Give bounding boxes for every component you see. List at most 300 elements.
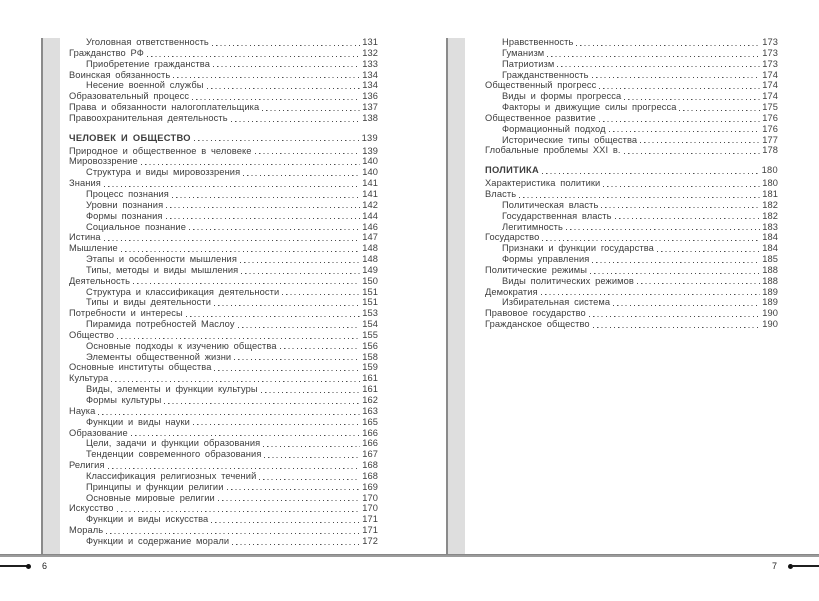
toc-entry-page: 159 bbox=[362, 362, 378, 373]
toc-entry bbox=[485, 59, 778, 70]
toc-entry bbox=[69, 482, 378, 493]
toc-entry bbox=[485, 113, 778, 124]
toc-entry-page: 134 bbox=[362, 80, 378, 91]
dot-leader bbox=[193, 417, 360, 428]
footer-line bbox=[0, 565, 27, 567]
dot-leader bbox=[106, 525, 360, 536]
dot-leader bbox=[121, 243, 360, 254]
toc-entry-label: Характеристика политики bbox=[485, 178, 601, 189]
toc-entry-label: Мировоззрение bbox=[69, 156, 138, 167]
toc-entry bbox=[69, 395, 378, 406]
dot-leader bbox=[547, 48, 760, 59]
toc-entry-label: Основные институты общества bbox=[69, 362, 212, 373]
toc-entry-label: Формы культуры bbox=[86, 395, 162, 405]
dot-leader bbox=[189, 222, 360, 233]
toc-entry-label: Элементы общественной жизни bbox=[86, 351, 232, 362]
left-page-number: 6 bbox=[42, 561, 48, 571]
dot-leader bbox=[613, 297, 760, 308]
dot-leader bbox=[624, 91, 760, 102]
dot-leader bbox=[218, 493, 360, 504]
toc-entry-page: 189 bbox=[762, 297, 778, 308]
toc-entry bbox=[69, 48, 378, 59]
toc-entry-label: Природное и общественное в человеке bbox=[69, 145, 252, 156]
toc-entry-label: Демократия bbox=[485, 286, 538, 297]
dot-leader bbox=[566, 222, 760, 233]
toc-entry bbox=[69, 330, 378, 341]
dot-leader bbox=[261, 384, 360, 395]
toc-entry-page: 182 bbox=[762, 199, 778, 210]
toc-entry bbox=[485, 222, 778, 233]
dot-leader bbox=[615, 211, 761, 222]
toc-entry-page: 173 bbox=[762, 47, 778, 58]
toc-entry-page: 139 bbox=[362, 145, 378, 156]
toc-entry-label: Виды политических режимов bbox=[502, 275, 634, 286]
dot-leader bbox=[576, 37, 760, 48]
toc-entry-page: 148 bbox=[362, 243, 378, 254]
toc-entry-page: 184 bbox=[762, 243, 778, 254]
toc-entry-page: 171 bbox=[362, 525, 378, 536]
toc-entry bbox=[69, 211, 378, 222]
dot-leader bbox=[238, 319, 361, 330]
toc-entry-label: Патриотизм bbox=[502, 58, 555, 69]
toc-entry-label: Цели, задачи и функции образования bbox=[86, 438, 261, 449]
toc-entry-page: 188 bbox=[762, 264, 778, 275]
toc-entry-page: 190 bbox=[762, 319, 778, 330]
right-page-footer-marker bbox=[772, 561, 819, 571]
toc-entry-page: 182 bbox=[762, 210, 778, 221]
dot-leader bbox=[117, 330, 360, 341]
toc-entry-label: Виды, элементы и функции культуры bbox=[86, 384, 258, 395]
toc-entry-page: 142 bbox=[362, 199, 378, 210]
toc-entry-page: 166 bbox=[362, 438, 378, 449]
toc-entry-page: 184 bbox=[762, 232, 778, 243]
toc-entry bbox=[485, 80, 778, 91]
toc-entry-label: Общественное развитие bbox=[485, 112, 596, 123]
toc-entry-label: Исторические типы общества bbox=[502, 134, 638, 145]
dot-leader bbox=[232, 536, 360, 547]
dot-leader bbox=[599, 80, 760, 91]
toc-entry-label: Гражданское общество bbox=[485, 319, 590, 330]
toc-entry-label: Политическая власть bbox=[502, 199, 599, 210]
toc-entry-label: Основные мировые религии bbox=[86, 492, 215, 503]
toc-entry-page: 161 bbox=[362, 373, 378, 384]
toc-entry-page: 190 bbox=[762, 308, 778, 319]
toc-entry bbox=[69, 417, 378, 428]
toc-entry-page: 174 bbox=[762, 91, 778, 102]
toc-entry bbox=[69, 232, 378, 243]
toc-entry-page: 139 bbox=[361, 132, 378, 143]
toc-entry-page: 137 bbox=[362, 102, 378, 113]
toc-entry bbox=[485, 297, 778, 308]
toc-entry bbox=[485, 178, 778, 189]
toc-entry bbox=[69, 254, 378, 265]
toc-entry-page: 172 bbox=[362, 535, 378, 546]
toc-entry bbox=[69, 319, 378, 330]
toc-entry bbox=[69, 525, 378, 536]
toc-entry-label: Процесс познания bbox=[86, 188, 169, 199]
toc-entry-label: Избирательная система bbox=[502, 297, 611, 308]
dot-leader bbox=[624, 145, 761, 156]
dot-leader bbox=[592, 70, 761, 81]
toc-entry-page: 154 bbox=[362, 319, 378, 330]
dot-leader bbox=[98, 406, 360, 417]
toc-entry-page: 181 bbox=[762, 188, 778, 199]
dot-leader bbox=[637, 276, 760, 287]
toc-entry bbox=[485, 145, 778, 156]
toc-entry bbox=[485, 37, 778, 48]
toc-entry-page: 173 bbox=[762, 37, 778, 47]
right-page-margin-strip bbox=[446, 38, 465, 555]
toc-entry-label: Функции и виды искусства bbox=[86, 514, 209, 525]
toc-entry-page: 173 bbox=[762, 58, 778, 69]
toc-entry-label: Формы познания bbox=[86, 210, 163, 221]
toc-entry-label: Факторы и движущие силы прогресса bbox=[502, 102, 677, 113]
dot-leader bbox=[104, 178, 360, 189]
toc-entry-label: Виды и формы прогресса bbox=[502, 91, 622, 102]
toc-entry-label: Мышление bbox=[69, 243, 118, 254]
dot-leader bbox=[601, 200, 760, 211]
toc-entry-label: Деятельность bbox=[69, 275, 131, 286]
toc-entry-page: 180 bbox=[762, 178, 778, 189]
toc-entry bbox=[69, 362, 378, 373]
toc-entry bbox=[69, 449, 378, 460]
toc-entry-page: 180 bbox=[761, 165, 778, 176]
dot-leader bbox=[241, 265, 360, 276]
toc-entry-page: 134 bbox=[362, 69, 378, 80]
toc-entry-page: 176 bbox=[762, 123, 778, 134]
dot-leader bbox=[590, 265, 760, 276]
toc-entry-label: Классификация религиозных течений bbox=[86, 470, 257, 481]
toc-entry bbox=[485, 124, 778, 135]
toc-entry-page: 153 bbox=[362, 308, 378, 319]
toc-entry-label: Наука bbox=[69, 405, 96, 416]
dot-leader bbox=[264, 449, 360, 460]
toc-left-column bbox=[69, 37, 378, 547]
toc-entry-label: Социальное познание bbox=[86, 221, 186, 232]
toc-entry-page: 155 bbox=[362, 329, 378, 340]
toc-entry bbox=[69, 80, 378, 91]
dot-leader bbox=[599, 113, 760, 124]
toc-entry bbox=[485, 102, 778, 113]
toc-entry-page: 138 bbox=[362, 112, 378, 123]
toc-entry bbox=[69, 373, 378, 384]
toc-entry-label: Права и обязанности налогоплательщика bbox=[69, 102, 260, 113]
toc-right-column bbox=[485, 37, 778, 330]
left-page-margin-strip bbox=[41, 38, 60, 555]
toc-entry-label: Глобальные проблемы XXI в. bbox=[485, 145, 621, 156]
dot-leader bbox=[194, 133, 360, 144]
dot-leader bbox=[519, 189, 760, 200]
toc-entry-page: 133 bbox=[362, 58, 378, 69]
toc-entry bbox=[69, 493, 378, 504]
toc-entry bbox=[485, 243, 778, 254]
toc-entry-page: 158 bbox=[362, 351, 378, 362]
dot-leader bbox=[108, 460, 361, 471]
toc-entry-page: 166 bbox=[362, 427, 378, 438]
dot-leader bbox=[207, 80, 361, 91]
toc-entry-page: 165 bbox=[362, 416, 378, 427]
toc-entry bbox=[69, 167, 378, 178]
toc-entry bbox=[485, 319, 778, 330]
dot-leader bbox=[657, 243, 760, 254]
toc-entry-label: Легитимность bbox=[502, 221, 563, 232]
toc-entry-label: Знания bbox=[69, 178, 101, 189]
toc-entry bbox=[69, 102, 378, 113]
toc-entry-page: 174 bbox=[762, 69, 778, 80]
toc-entry-label: Тенденции современного образования bbox=[86, 449, 262, 460]
toc-entry-label: Формационный подход bbox=[502, 123, 606, 134]
toc-entry-label: Типы и виды деятельности bbox=[86, 297, 212, 308]
toc-entry-page: 177 bbox=[762, 134, 778, 145]
dot-leader bbox=[147, 48, 360, 59]
toc-entry bbox=[69, 133, 378, 144]
toc-entry-label: Формы управления bbox=[502, 254, 590, 265]
toc-entry-label: Религия bbox=[69, 460, 105, 471]
dot-leader bbox=[111, 373, 360, 384]
dot-leader bbox=[679, 102, 760, 113]
dot-leader bbox=[541, 287, 760, 298]
toc-entry-label: Признаки и функции государства bbox=[502, 243, 654, 254]
toc-entry-page: 185 bbox=[762, 254, 778, 265]
toc-entry bbox=[485, 287, 778, 298]
dot-leader bbox=[166, 200, 360, 211]
page-bottom-rule bbox=[0, 554, 819, 557]
dot-leader bbox=[231, 113, 361, 124]
toc-entry-page: 170 bbox=[362, 503, 378, 514]
toc-entry bbox=[69, 222, 378, 233]
toc-entry-label: Структура и виды мировоззрения bbox=[86, 167, 241, 178]
toc-entry bbox=[485, 135, 778, 146]
dot-leader bbox=[262, 102, 360, 113]
toc-entry-label: Пирамида потребностей Маслоу bbox=[86, 319, 235, 330]
toc-entry-page: 168 bbox=[362, 470, 378, 481]
toc-entry bbox=[69, 70, 378, 81]
toc-entry-label: Гуманизм bbox=[502, 47, 545, 58]
toc-entry bbox=[69, 384, 378, 395]
toc-entry-page: 140 bbox=[362, 156, 378, 167]
toc-entry-label: Мораль bbox=[69, 525, 104, 536]
toc-entry-page: 150 bbox=[362, 275, 378, 286]
toc-entry-label: Правоохранительная деятельность bbox=[69, 112, 228, 123]
dot-leader bbox=[259, 471, 360, 482]
toc-entry-page: 136 bbox=[362, 91, 378, 102]
toc-entry-page: 151 bbox=[362, 286, 378, 297]
toc-entry-page: 141 bbox=[362, 188, 378, 199]
toc-entry-label: Несение военной службы bbox=[86, 80, 204, 91]
right-page-number: 7 bbox=[771, 561, 777, 571]
toc-entry bbox=[485, 48, 778, 59]
toc-entry-label: Уголовная ответственность bbox=[86, 37, 209, 47]
toc-entry bbox=[69, 406, 378, 417]
dot-leader bbox=[640, 135, 760, 146]
toc-entry-label: ПОЛИТИКА bbox=[485, 165, 540, 176]
toc-entry bbox=[485, 265, 778, 276]
toc-entry-label: Нравственность bbox=[502, 37, 574, 47]
toc-entry-page: 178 bbox=[762, 145, 778, 156]
toc-entry-page: 174 bbox=[762, 80, 778, 91]
dot-leader bbox=[214, 362, 360, 373]
toc-entry-page: 156 bbox=[362, 340, 378, 351]
dot-leader bbox=[166, 211, 361, 222]
toc-entry bbox=[69, 428, 378, 439]
toc-entry-page: 146 bbox=[362, 221, 378, 232]
toc-entry-label: Истина bbox=[69, 232, 101, 243]
toc-entry bbox=[69, 156, 378, 167]
toc-entry-label: Функции и виды науки bbox=[86, 416, 190, 427]
toc-entry bbox=[485, 189, 778, 200]
toc-entry-page: 176 bbox=[762, 112, 778, 123]
toc-entry-page: 175 bbox=[762, 102, 778, 113]
dot-leader bbox=[592, 254, 760, 265]
dot-leader bbox=[240, 254, 360, 265]
dot-leader bbox=[186, 308, 360, 319]
toc-entry-label: Культура bbox=[69, 373, 109, 384]
toc-entry-page: 148 bbox=[362, 254, 378, 265]
toc-entry-label: Искусство bbox=[69, 503, 114, 514]
toc-entry-page: 183 bbox=[762, 221, 778, 232]
dot-leader bbox=[255, 146, 361, 157]
toc-entry-label: Общественный прогресс bbox=[485, 80, 597, 91]
toc-entry-label: Приобретение гражданства bbox=[86, 58, 210, 69]
toc-entry-page: 144 bbox=[362, 210, 378, 221]
toc-entry bbox=[69, 113, 378, 124]
toc-entry bbox=[69, 200, 378, 211]
toc-entry bbox=[69, 59, 378, 70]
toc-entry-page: 147 bbox=[362, 232, 378, 243]
toc-entry bbox=[485, 165, 778, 176]
toc-entry-page: 141 bbox=[362, 178, 378, 189]
toc-entry-page: 140 bbox=[362, 167, 378, 178]
toc-entry-label: Уровни познания bbox=[86, 199, 164, 210]
toc-entry bbox=[485, 308, 778, 319]
left-page-footer-marker bbox=[0, 561, 47, 571]
dot-leader bbox=[243, 167, 360, 178]
toc-entry bbox=[69, 37, 378, 48]
toc-entry bbox=[69, 189, 378, 200]
toc-entry-label: Воинская обязанность bbox=[69, 69, 171, 80]
toc-entry bbox=[69, 471, 378, 482]
dot-leader bbox=[133, 276, 360, 287]
dot-leader bbox=[213, 59, 360, 70]
toc-entry bbox=[69, 514, 378, 525]
dot-leader bbox=[173, 70, 360, 81]
toc-entry bbox=[69, 178, 378, 189]
toc-entry-label: Общество bbox=[69, 329, 114, 340]
toc-entry bbox=[485, 200, 778, 211]
dot-leader bbox=[172, 189, 360, 200]
dot-leader bbox=[214, 297, 360, 308]
toc-entry-label: Гражданство РФ bbox=[69, 47, 144, 58]
toc-entry bbox=[69, 460, 378, 471]
dot-leader bbox=[603, 178, 760, 189]
dot-leader bbox=[234, 352, 360, 363]
dot-leader bbox=[104, 232, 361, 243]
dot-leader bbox=[542, 165, 760, 176]
toc-entry-label: ЧЕЛОВЕК И ОБЩЕСТВО bbox=[69, 132, 191, 143]
toc-entry-label: Правовое государство bbox=[485, 308, 586, 319]
toc-entry-page: 169 bbox=[362, 481, 378, 492]
dot-leader bbox=[227, 482, 361, 493]
toc-entry-label: Государственная власть bbox=[502, 210, 612, 221]
toc-entry bbox=[485, 91, 778, 102]
toc-entry bbox=[69, 243, 378, 254]
toc-entry bbox=[485, 276, 778, 287]
toc-entry-page: 161 bbox=[362, 384, 378, 395]
toc-entry-page: 149 bbox=[362, 264, 378, 275]
dot-leader bbox=[542, 232, 760, 243]
dot-leader bbox=[609, 124, 761, 135]
toc-entry-page: 162 bbox=[362, 395, 378, 405]
toc-entry bbox=[69, 146, 378, 157]
toc-entry-label: Функции и содержание морали bbox=[86, 535, 230, 546]
toc-entry-page: 171 bbox=[362, 514, 378, 525]
dot-leader bbox=[282, 287, 360, 298]
toc-entry bbox=[485, 254, 778, 265]
toc-entry bbox=[69, 536, 378, 547]
toc-entry-label: Образование bbox=[69, 427, 128, 438]
dot-leader bbox=[131, 428, 360, 439]
toc-entry-page: 188 bbox=[762, 275, 778, 286]
dot-leader bbox=[593, 319, 761, 330]
toc-entry-label: Структура и классификация деятельности bbox=[86, 286, 280, 297]
toc-entry bbox=[69, 297, 378, 308]
toc-entry-label: Политические режимы bbox=[485, 264, 588, 275]
toc-entry-page: 167 bbox=[362, 449, 378, 460]
dot-leader bbox=[141, 156, 360, 167]
toc-entry-label: Типы, методы и виды мышления bbox=[86, 264, 239, 275]
dot-leader bbox=[557, 59, 760, 70]
dot-leader bbox=[589, 308, 760, 319]
toc-entry bbox=[69, 265, 378, 276]
toc-entry-label: Гражданственность bbox=[502, 69, 589, 80]
dot-leader bbox=[192, 91, 360, 102]
dot-leader bbox=[280, 341, 361, 352]
toc-entry-page: 132 bbox=[362, 47, 378, 58]
toc-entry bbox=[69, 352, 378, 363]
footer-dot-icon bbox=[26, 564, 31, 569]
toc-entry bbox=[69, 276, 378, 287]
toc-entry-page: 151 bbox=[362, 297, 378, 308]
toc-entry bbox=[69, 308, 378, 319]
toc-entry bbox=[69, 91, 378, 102]
toc-entry-label: Основные подходы к изучению общества bbox=[86, 340, 277, 351]
toc-entry-label: Этапы и особенности мышления bbox=[86, 254, 237, 265]
dot-leader bbox=[117, 503, 361, 514]
toc-entry bbox=[69, 341, 378, 352]
toc-entry bbox=[485, 70, 778, 81]
toc-entry bbox=[485, 211, 778, 222]
toc-entry-page: 189 bbox=[762, 286, 778, 297]
dot-leader bbox=[212, 37, 360, 48]
dot-leader bbox=[211, 514, 360, 525]
toc-entry bbox=[69, 287, 378, 298]
toc-entry-page: 131 bbox=[362, 37, 378, 47]
toc-entry-label: Государство bbox=[485, 232, 540, 243]
footer-line bbox=[792, 565, 819, 567]
toc-entry-label: Потребности и интересы bbox=[69, 308, 183, 319]
dot-leader bbox=[164, 395, 360, 406]
toc-entry bbox=[485, 232, 778, 243]
toc-entry-label: Принципы и функции религии bbox=[86, 481, 224, 492]
toc-entry-page: 170 bbox=[362, 492, 378, 503]
toc-entry bbox=[69, 438, 378, 449]
toc-entry-page: 168 bbox=[362, 460, 378, 471]
toc-entry-label: Образовательный процесс bbox=[69, 91, 190, 102]
dot-leader bbox=[263, 438, 360, 449]
toc-entry bbox=[69, 503, 378, 514]
toc-entry-page: 163 bbox=[362, 405, 378, 416]
toc-entry-label: Власть bbox=[485, 188, 517, 199]
